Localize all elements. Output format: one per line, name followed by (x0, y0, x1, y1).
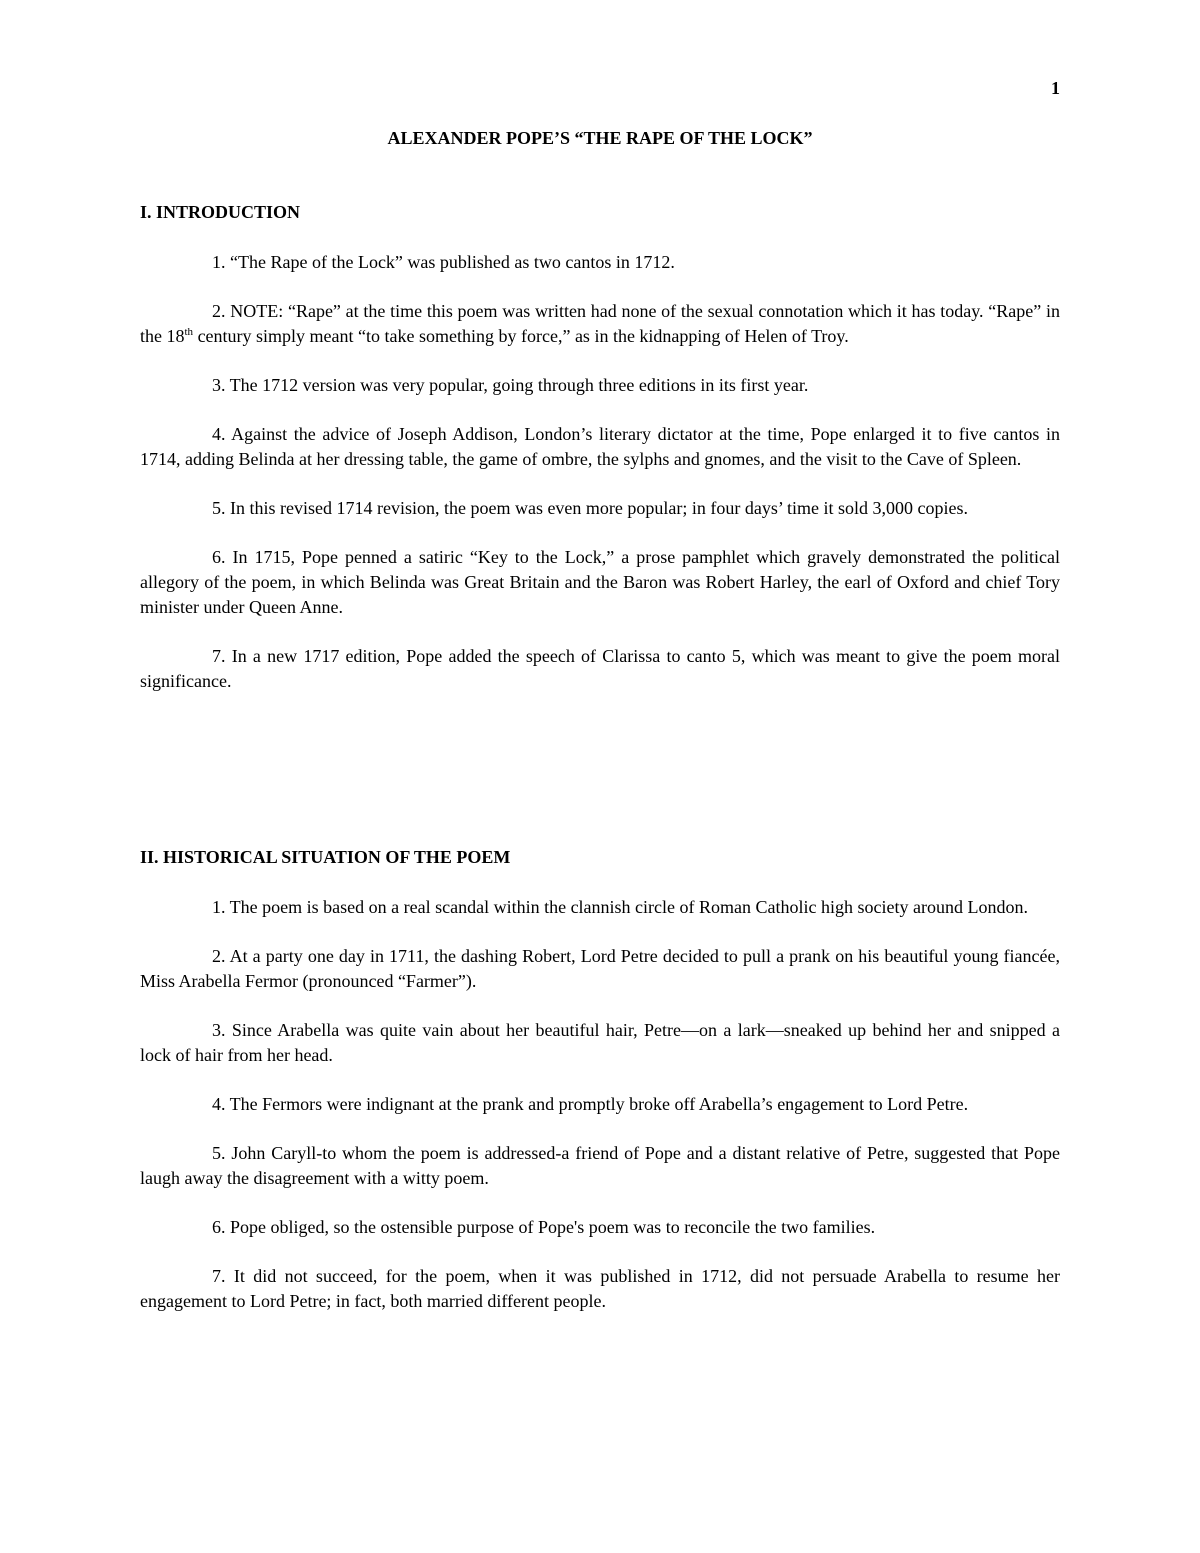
section-introduction (140, 250, 1060, 718)
section-historical-situation (140, 895, 1060, 1338)
paragraph: 6. In 1715, Pope penned a satiric “Key to the Lock,” a prose pamphlet which gravely demonstrated the political allegory of the poem, in which Belinda was Great Britain and the Baron was Robert Harley, the earl of Oxford and chief Tory minister under Queen Anne. (140, 547, 1060, 617)
document-title: ALEXANDER POPE’S “THE RAPE OF THE LOCK” (387, 128, 813, 148)
paragraph: 5. In this revised 1714 revision, the poem was even more popular; in four days’ time it sold 3,000 copies. (212, 498, 969, 518)
paragraph: 4. The Fermors were indignant at the prank and promptly broke off Arabella’s engagement to Lord Petre. (212, 1094, 969, 1114)
section-heading-historical-situation: II. HISTORICAL SITUATION OF THE POEM (140, 847, 511, 867)
paragraph: 1. The poem is based on a real scandal within the clannish circle of Roman Catholic high society around London. (212, 897, 1028, 917)
section-heading-introduction: I. INTRODUCTION (140, 202, 301, 222)
paragraph: 7. It did not succeed, for the poem, when it was published in 1712, did not persuade Arabella to resume her engagement to Lord Petre; in fact, both married different people. (140, 1266, 1060, 1311)
page-number: 1 (1051, 78, 1060, 98)
paragraph: 2. At a party one day in 1711, the dashing Robert, Lord Petre decided to pull a prank on his beautiful young fiancée, Miss Arabella Fermor (pronounced “Farmer”). (140, 946, 1060, 991)
paragraph: 1. “The Rape of the Lock” was published as two cantos in 1712. (212, 252, 675, 272)
paragraph: 7. In a new 1717 edition, Pope added the speech of Clarissa to canto 5, which was meant to give the poem moral significance. (140, 646, 1060, 691)
paragraph: 3. The 1712 version was very popular, going through three editions in its first year. (212, 375, 809, 395)
paragraph (140, 299, 1060, 349)
superscript: th (184, 326, 194, 338)
paragraph-text: 2. NOTE: “Rape” at the time this poem was written had none of the sexual connotation which it has today. “Rape” in the 18 (140, 301, 1060, 346)
paragraph: 6. Pope obliged, so the ostensible purpose of Pope's poem was to reconcile the two families. (212, 1217, 876, 1237)
paragraph: 3. Since Arabella was quite vain about her beautiful hair, Petre—on a lark—sneaked up behind her and snipped a lock of hair from her head. (140, 1020, 1060, 1065)
paragraph-text: century simply meant “to take something by force,” as in the kidnapping of Helen of Troy. (193, 326, 849, 346)
paragraph: 5. John Caryll-to whom the poem is addressed-a friend of Pope and a distant relative of Petre, suggested that Pope laugh away the disagreement with a witty poem. (140, 1143, 1060, 1188)
paragraph: 4. Against the advice of Joseph Addison, London’s literary dictator at the time, Pope enlarged it to five cantos in 1714, adding Belinda at her dressing table, the game of ombre, the sylphs and gnomes, and the visit to the Cave of Spleen. (140, 424, 1060, 469)
